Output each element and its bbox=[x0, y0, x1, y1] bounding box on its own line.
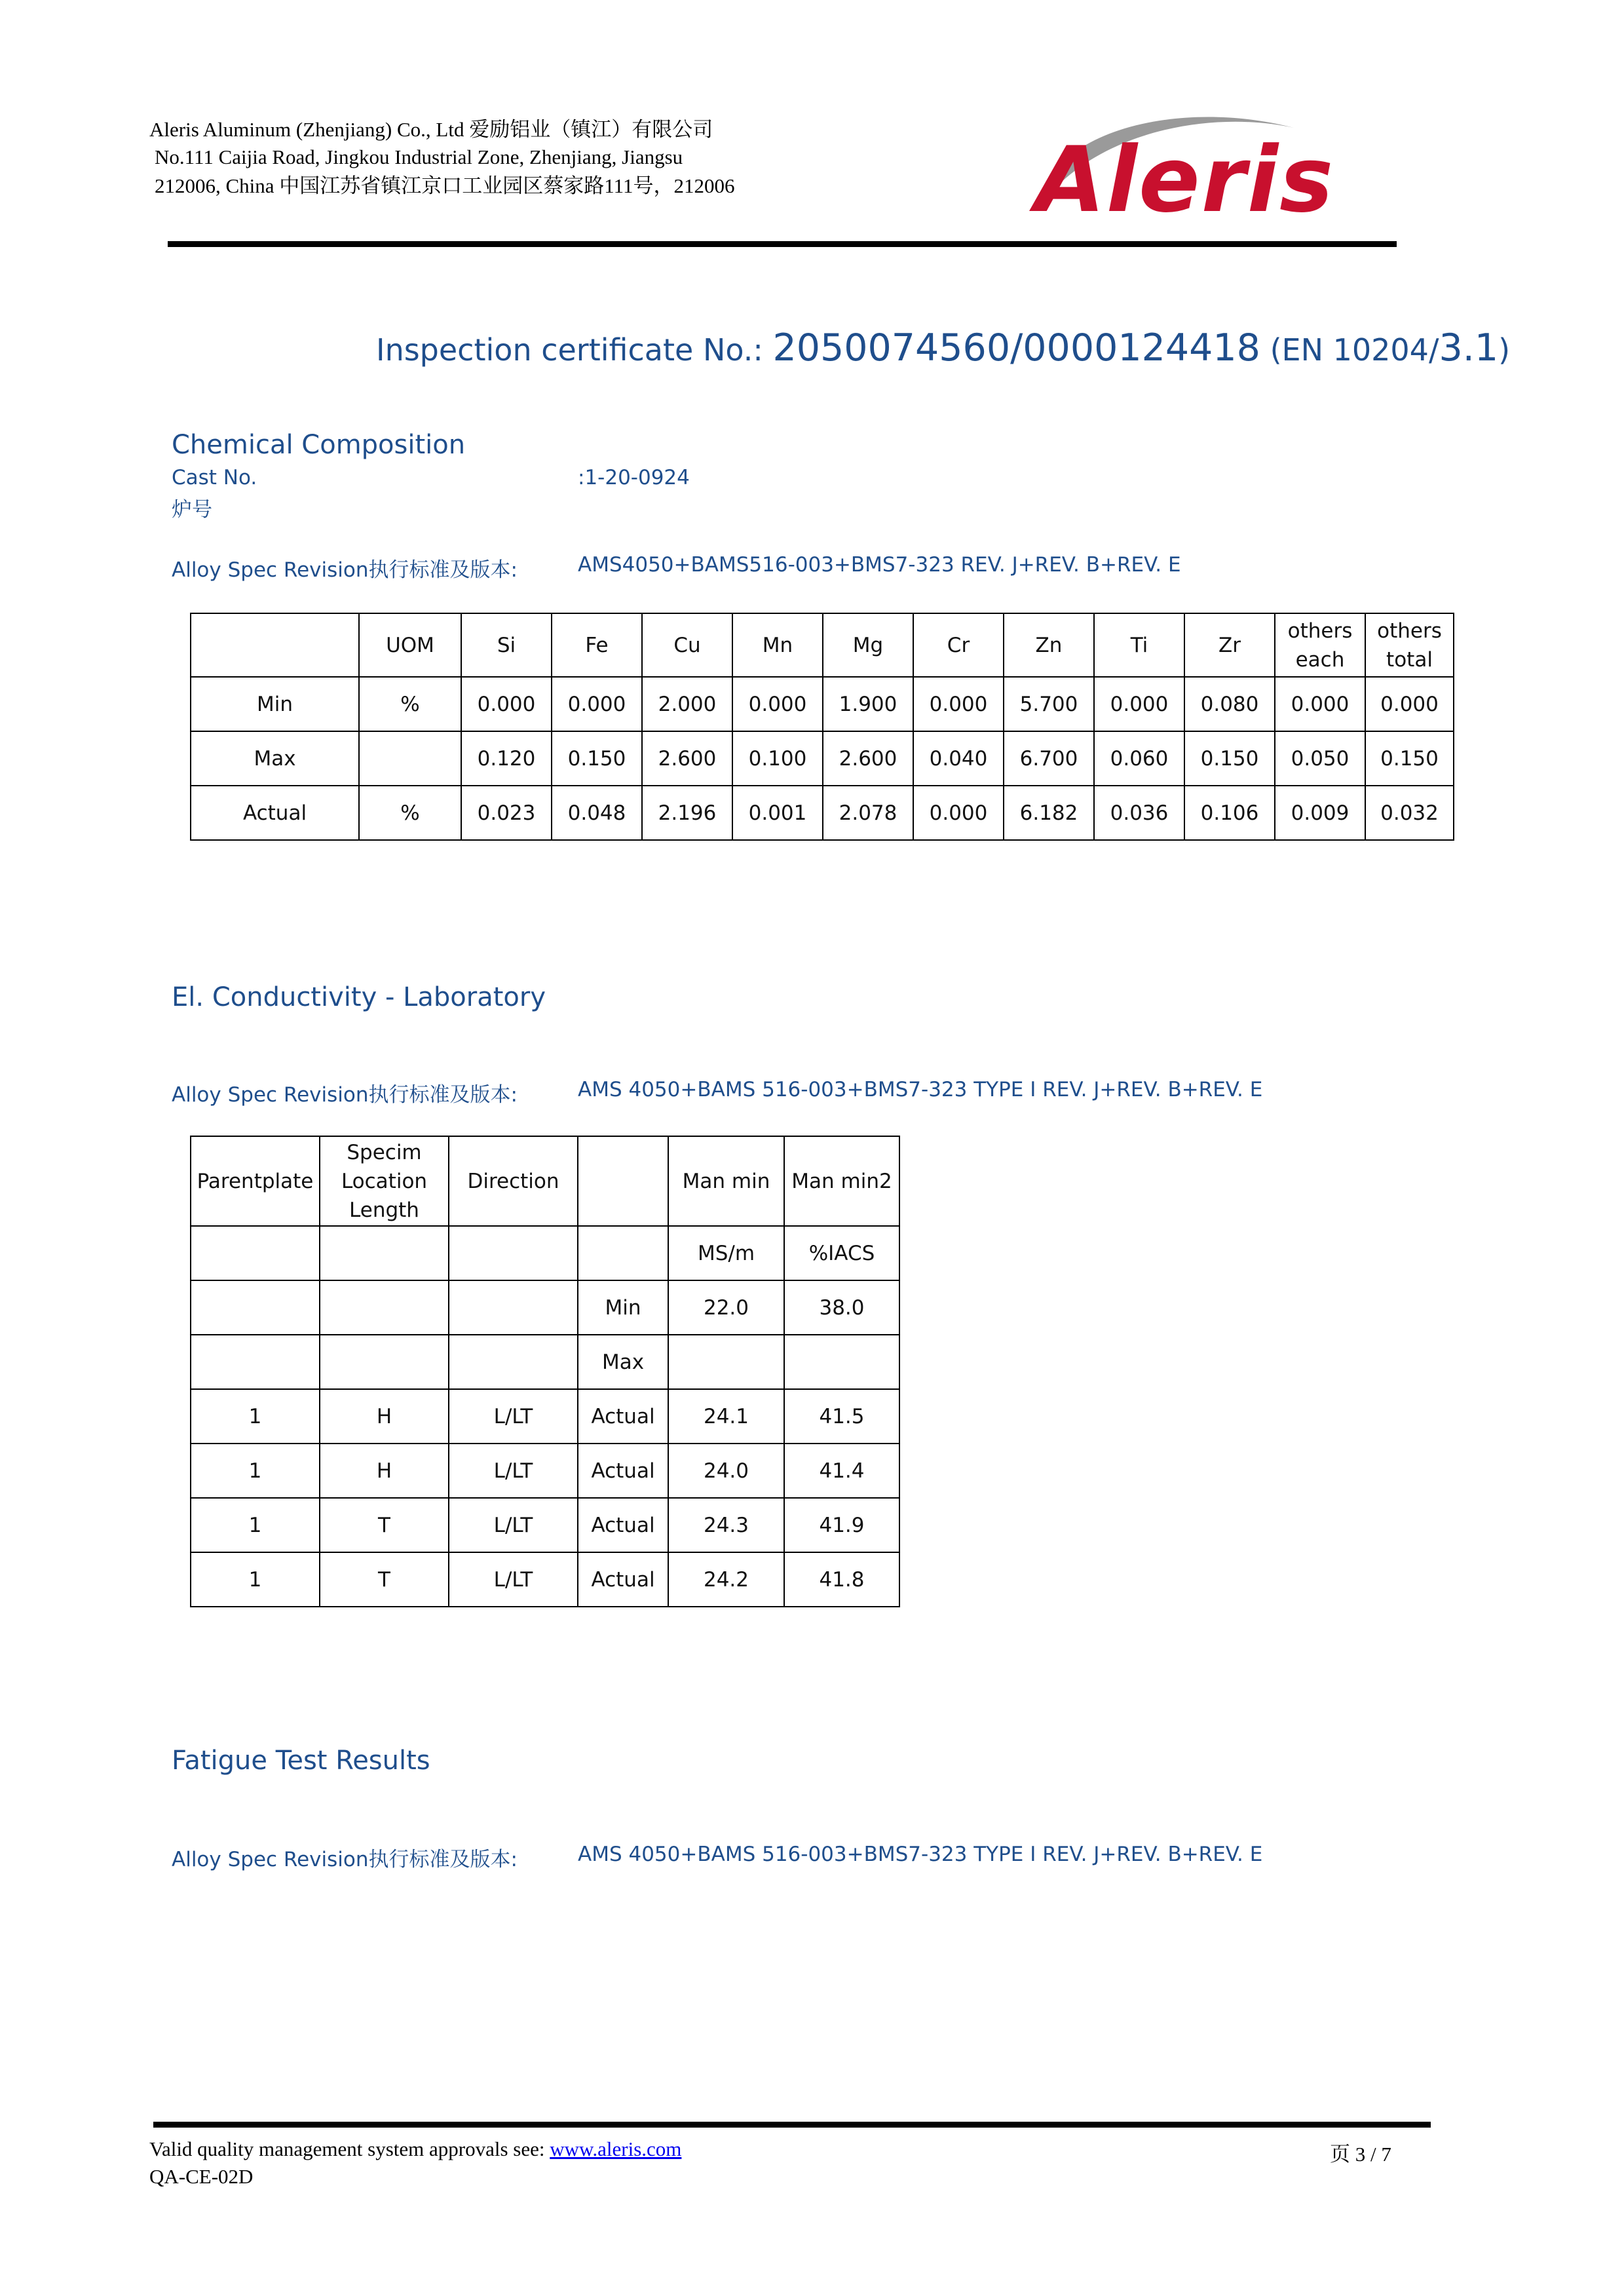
table-cell: T bbox=[320, 1552, 449, 1607]
table-cell: L/LT bbox=[449, 1498, 578, 1552]
table-cell: 0.150 bbox=[1184, 731, 1275, 786]
table-cell: 2.196 bbox=[642, 786, 732, 840]
table-row bbox=[191, 1335, 899, 1389]
table-cell bbox=[449, 1335, 578, 1389]
certificate-standard-suffix: ) bbox=[1498, 332, 1511, 368]
table-header: Cu bbox=[642, 613, 732, 677]
conductivity-spec-value: AMS 4050+BAMS 516-003+BMS7-323 TYPE I REV. J+REV. B+REV. E bbox=[578, 1078, 1263, 1101]
table-header: Mg bbox=[823, 613, 913, 677]
table-header: UOM bbox=[359, 613, 461, 677]
chemical-section-title: Chemical Composition bbox=[172, 430, 466, 460]
table-cell bbox=[784, 1335, 899, 1389]
table-header: Parentplate bbox=[191, 1136, 320, 1226]
fatigue-spec-label: Alloy Spec Revision执行标准及版本: bbox=[172, 1848, 518, 1871]
table-cell: 0.000 bbox=[913, 786, 1004, 840]
certificate-label: Inspection certificate No.: bbox=[376, 332, 773, 368]
table-cell bbox=[449, 1280, 578, 1335]
table-cell: Actual bbox=[578, 1389, 668, 1444]
table-row bbox=[191, 1498, 899, 1552]
table-cell: 22.0 bbox=[668, 1280, 784, 1335]
table-header bbox=[191, 613, 359, 677]
table-cell: 24.3 bbox=[668, 1498, 784, 1552]
table-cell: L/LT bbox=[449, 1552, 578, 1607]
table-cell: 38.0 bbox=[784, 1280, 899, 1335]
table-header: Man min bbox=[668, 1136, 784, 1226]
form-code: QA-CE-02D bbox=[149, 2165, 254, 2188]
table-cell: 24.1 bbox=[668, 1389, 784, 1444]
table-cell: 0.000 bbox=[1094, 677, 1184, 731]
table-row bbox=[191, 1226, 899, 1280]
table-cell: 0.000 bbox=[552, 677, 642, 731]
table-cell: 0.050 bbox=[1275, 731, 1365, 786]
table-row bbox=[191, 1280, 899, 1335]
table-cell: 0.040 bbox=[913, 731, 1004, 786]
table-cell: T bbox=[320, 1498, 449, 1552]
table-header: Fe bbox=[552, 613, 642, 677]
table-row bbox=[191, 677, 1454, 731]
table-row bbox=[191, 1552, 899, 1607]
table-cell: 41.5 bbox=[784, 1389, 899, 1444]
table-cell: 2.000 bbox=[642, 677, 732, 731]
table-cell: 0.009 bbox=[1275, 786, 1365, 840]
table-cell: Actual bbox=[191, 786, 359, 840]
chemical-spec-value: AMS4050+BAMS516-003+BMS7-323 REV. J+REV. B+REV. E bbox=[578, 553, 1181, 577]
fatigue-section-title: Fatigue Test Results bbox=[172, 1746, 430, 1776]
table-cell bbox=[191, 1335, 320, 1389]
table-cell: MS/m bbox=[668, 1226, 784, 1280]
table-cell: 2.600 bbox=[823, 731, 913, 786]
table-cell: Min bbox=[578, 1280, 668, 1335]
table-header: Man min2 bbox=[784, 1136, 899, 1226]
table-header: Zn bbox=[1004, 613, 1094, 677]
table-cell: 0.000 bbox=[1275, 677, 1365, 731]
cast-number-value: :1-20-0924 bbox=[578, 466, 690, 489]
table-cell: 0.032 bbox=[1365, 786, 1454, 840]
table-cell: 0.060 bbox=[1094, 731, 1184, 786]
table-cell: 41.4 bbox=[784, 1444, 899, 1498]
page-indicator: 页 3 / 7 bbox=[1330, 2143, 1391, 2166]
table-cell: 41.8 bbox=[784, 1552, 899, 1607]
certificate-standard-prefix: (EN 10204/ bbox=[1260, 332, 1439, 368]
table-cell: H bbox=[320, 1444, 449, 1498]
table-cell: Max bbox=[578, 1335, 668, 1389]
table-header: Ti bbox=[1094, 613, 1184, 677]
conductivity-header-row bbox=[191, 1136, 899, 1226]
table-cell: 0.106 bbox=[1184, 786, 1275, 840]
table-cell: 1 bbox=[191, 1498, 320, 1552]
table-header: others total bbox=[1365, 613, 1454, 677]
table-cell: 0.000 bbox=[913, 677, 1004, 731]
table-cell: 2.078 bbox=[823, 786, 913, 840]
table-header: Direction bbox=[449, 1136, 578, 1226]
table-cell bbox=[320, 1335, 449, 1389]
table-cell bbox=[191, 1280, 320, 1335]
table-cell: 24.0 bbox=[668, 1444, 784, 1498]
table-cell: 2.600 bbox=[642, 731, 732, 786]
table-cell: L/LT bbox=[449, 1444, 578, 1498]
table-cell bbox=[578, 1226, 668, 1280]
table-row bbox=[191, 731, 1454, 786]
company-postal: 212006, China 中国江苏省镇江京口工业园区蔡家路111号，212006 bbox=[155, 174, 735, 197]
table-cell: Actual bbox=[578, 1444, 668, 1498]
table-row bbox=[191, 786, 1454, 840]
table-cell bbox=[449, 1226, 578, 1280]
table-row bbox=[191, 1444, 899, 1498]
table-header: Specim Location Length bbox=[320, 1136, 449, 1226]
table-cell: 6.182 bbox=[1004, 786, 1094, 840]
table-header: Zr bbox=[1184, 613, 1275, 677]
certificate-title bbox=[376, 326, 1510, 370]
table-header bbox=[578, 1136, 668, 1226]
certificate-standard-type: 3.1 bbox=[1439, 326, 1499, 370]
table-cell: 1 bbox=[191, 1552, 320, 1607]
cast-number-label-cn: 炉号 bbox=[172, 498, 212, 522]
footer-divider bbox=[153, 2122, 1431, 2128]
table-header: Cr bbox=[913, 613, 1004, 677]
table-cell: 0.000 bbox=[732, 677, 823, 731]
approvals-note bbox=[149, 2137, 681, 2161]
table-cell: 0.100 bbox=[732, 731, 823, 786]
table-cell bbox=[359, 731, 461, 786]
table-cell: 0.150 bbox=[1365, 731, 1454, 786]
conductivity-section-title: El. Conductivity - Laboratory bbox=[172, 982, 546, 1012]
table-cell: % bbox=[359, 786, 461, 840]
table-header: Si bbox=[461, 613, 552, 677]
table-cell: 41.9 bbox=[784, 1498, 899, 1552]
chemical-spec-label: Alloy Spec Revision执行标准及版本: bbox=[172, 558, 518, 582]
table-cell: %IACS bbox=[784, 1226, 899, 1280]
fatigue-spec-value: AMS 4050+BAMS 516-003+BMS7-323 TYPE I REV. J+REV. B+REV. E bbox=[578, 1843, 1263, 1866]
table-cell: % bbox=[359, 677, 461, 731]
approvals-text: Valid quality management system approvals see: bbox=[149, 2137, 550, 2160]
certificate-number: 2050074560/0000124418 bbox=[772, 326, 1260, 370]
table-cell: L/LT bbox=[449, 1389, 578, 1444]
cast-number-label: Cast No. bbox=[172, 466, 257, 489]
table-cell: 0.036 bbox=[1094, 786, 1184, 840]
table-header: others each bbox=[1275, 613, 1365, 677]
header-divider bbox=[168, 241, 1397, 247]
aleris-website-link[interactable]: www.aleris.com bbox=[550, 2137, 682, 2160]
table-cell: H bbox=[320, 1389, 449, 1444]
chemical-composition-table bbox=[190, 613, 1454, 841]
table-cell: 0.150 bbox=[552, 731, 642, 786]
company-address: No.111 Caijia Road, Jingkou Industrial Zone, Zhenjiang, Jiangsu bbox=[155, 145, 683, 168]
table-cell bbox=[668, 1335, 784, 1389]
table-header: Mn bbox=[732, 613, 823, 677]
table-cell: 0.120 bbox=[461, 731, 552, 786]
table-cell bbox=[320, 1226, 449, 1280]
table-row bbox=[191, 1389, 899, 1444]
table-cell: 0.080 bbox=[1184, 677, 1275, 731]
table-cell: 0.000 bbox=[1365, 677, 1454, 731]
table-cell: 1 bbox=[191, 1389, 320, 1444]
table-cell: Max bbox=[191, 731, 359, 786]
conductivity-table bbox=[190, 1136, 900, 1607]
table-cell: Actual bbox=[578, 1552, 668, 1607]
table-cell bbox=[191, 1226, 320, 1280]
table-cell: 6.700 bbox=[1004, 731, 1094, 786]
table-cell: 1 bbox=[191, 1444, 320, 1498]
table-cell: 0.048 bbox=[552, 786, 642, 840]
conductivity-spec-label: Alloy Spec Revision执行标准及版本: bbox=[172, 1083, 518, 1107]
table-cell: 0.000 bbox=[461, 677, 552, 731]
table-cell: 24.2 bbox=[668, 1552, 784, 1607]
chemical-header-row bbox=[191, 613, 1454, 677]
aleris-logo bbox=[1022, 105, 1389, 236]
table-cell bbox=[320, 1280, 449, 1335]
table-cell: 5.700 bbox=[1004, 677, 1094, 731]
logo-wordmark: Aleris bbox=[1035, 127, 1335, 233]
table-cell: 0.023 bbox=[461, 786, 552, 840]
table-cell: Min bbox=[191, 677, 359, 731]
table-cell: 1.900 bbox=[823, 677, 913, 731]
table-cell: Actual bbox=[578, 1498, 668, 1552]
company-name: Aleris Aluminum (Zhenjiang) Co., Ltd 爱励铝业（镇江）有限公司 bbox=[149, 118, 713, 141]
table-cell: 0.001 bbox=[732, 786, 823, 840]
